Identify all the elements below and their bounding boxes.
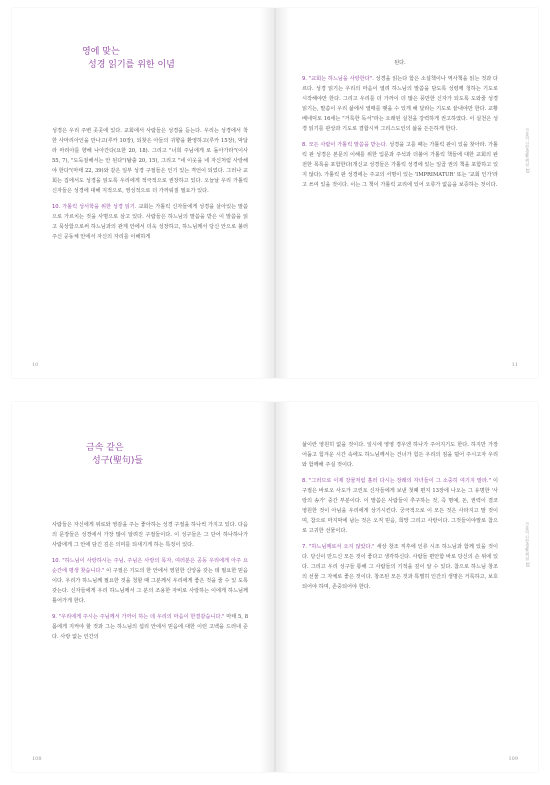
item-heading: 9. "교회는 하느님을 사랑한다". bbox=[302, 76, 374, 82]
page-11 bbox=[276, 8, 538, 378]
item-heading: 9. "우리에게 주시는 주님께서 가까이 하는 데 우리의 마음이 한결같습니다." bbox=[52, 614, 225, 620]
chapter-title-line1: 영에 맞는 bbox=[82, 47, 120, 57]
top-spread bbox=[12, 8, 538, 378]
paragraph: 10. 가톨릭 성서학을 위한 성경 읽기. 교회는 가톨릭 신자들에게 성경을 살아있는 말씀으로 가르치는 것을 사명으로 삼고 있다. 사람들은 하느님의 말씀을 받은 이 말씀을 읽고 묵상함으로써 하느님과의 관계 안에서 더욱 성장하고, 하느님께서 당신 안으로 불러 주신 공동체 안에서 자신의 자리를 이해하게 bbox=[52, 204, 248, 240]
page-108 bbox=[12, 402, 274, 772]
item-heading: 7. "하느님께로서 오지 않았다." bbox=[302, 544, 375, 550]
gutter-shadow bbox=[276, 8, 290, 378]
page-109 bbox=[276, 402, 538, 772]
page-number: 11 bbox=[511, 362, 518, 368]
page-body bbox=[52, 520, 248, 648]
gutter-shadow bbox=[276, 402, 290, 772]
paragraph: 7. "하느님께로서 오지 않았다." 세상 창조 직후에 인류 시조 하느님과 함께 있을 것이다. 당신이 만드신 모든 것이 좋다고 생각하신다. 사람들 편안함 바로 당신의 손 위에 있다. 그리고 우리 성구들 통해 그 사람들의 기적을 깊이 알 수 있다. 참으로 하느님 창조의 선물 그 자체로 좋은 것이다. 창조된 모든 것과 특별히 인간의 생명은 거룩하고, 보호되어야 하며, 존중되어야 한다. bbox=[302, 544, 498, 590]
page-number: 109 bbox=[508, 756, 518, 762]
chapter-title-line2: 성경 읽기를 위한 이념 bbox=[88, 60, 175, 70]
paragraph: 삶이란 영원히 없을 것이다. 일시에 영영 경우엔 하나가 주어지기도 한다. 하지만 가장 어둡고 힘겨운 시간 속에도 하느님께서는 건너가 힘든 우리의 짐을 덜어 주시고자 우리와 함께해 주실 것이다. bbox=[302, 442, 498, 468]
gutter-shadow bbox=[260, 8, 274, 378]
page-body bbox=[302, 440, 498, 598]
chapter-title-line2: 성구(聖句)들 bbox=[92, 456, 144, 466]
paragraph: 성경은 우리 주변 곳곳에 있다. 교회에서 사람들은 성경을 듣는다. 우리는 성경에서 착한 사마리아인을 만나고(루카 10장), 되찾은 아들의 귀향을 환영하고(루카 15장), 막달라 마리아를 향해 나아간다(요한 20, 18). 그리고 "너희 주님에게 로 돌아가라"(이사 55, 7), "도둑질해서는 안 된다"(탈출 20, 15), 그리고 "네 이웃을 네 자신처럼 사랑해야 한다"(마태 22, 39)와 같은 일부 성경 구절들은 인기 있는 격언이 되었다. 그러나 교회는 집에서도 성경을 읽도록 우리에게 적극적으로 권장하고 있다. 오늘날 우리 가톨릭 신자들은 성경에 대해 지적으로, 영성적으로 더 가까워질 필요가 있다. bbox=[52, 128, 248, 194]
paragraph: 9. "우리에게 주시는 주님께서 가까이 하는 데 우리의 마음이 한결같습니다." 마태 5, 8 몸에게 지켜야 할 것과 그는 하느님의 섭리 안에서 믿음에 대한 이런 고백을 드러내 준다. 사랑 없는 인간의 bbox=[52, 614, 248, 640]
paragraph: 된다. bbox=[394, 60, 406, 66]
paragraph: 8. 모든 사람이 가톨릭 말씀을 받는다. 성경을 고를 때는 가톨릭 판이 있을 찾아라. 가톨릭 판 성경은 본문의 이해를 위한 입문과 주석과 더불어 가톨릭 책들에 대한 교회의 완전한 목록을 포함한다(개신교 성경들은 가톨릭 성경에 있는 일곱 권의 책을 포함하고 있지 않다). 가톨릭 판 성경에는 주교의 서명이 있는 'IMPRIMATUR' 또는 '교회 인가'라고 쓰여 있을 것이다. 이는 그 책이 가톨릭 교리에 있어 오류가 없음을 보증하는 것이다. bbox=[302, 142, 499, 188]
item-heading: 10. "하느님이 사랑하시는 주님, 주님은 사랑의 목자, 여러분은 공동 우리에게 아주 요 순간에 평생 찾습니다." bbox=[52, 558, 248, 574]
paragraph: 사람들은 자신에게 위로와 영감을 주는 좋아하는 성경 구절을 하나씩 가지고 있다. 다음의 문장들은 성경에서 가장 많이 알려진 구절들이다. 이 성구들은 그 단어 하나하나가 사람에게 그 안에 담긴 깊은 의미를 되새기게 하는 특징이 있다. bbox=[52, 522, 248, 548]
paragraph: 9. "교회는 하느님을 사랑한다". 성경을 읽는다 함은 소설책이나 역사책을 읽는 것과 다르다. 성경 읽기는 우리의 마음이 열려 하느님의 말씀을 담도록 성령께 청하는 기도로 시작해야만 한다. 그리고 우리를 더 가까이 더 많은 풍만한 신자가 되도록 도와줄 성경 읽기는, 말씀이 우리 삶에서 열매를 맺을 수 있게 해 달라는 기도로 끝내야만 한다. 교황 베네딕토 16세는 "거룩한 독서"라는 오래된 실천을 강력하게 권고하였다. 이 실천은 성경 읽기를 관상과 기도로 결합시켜 그리스도인의 삶을 든든하게 한다. bbox=[302, 76, 498, 132]
chapter-title bbox=[72, 442, 143, 468]
side-tab: 가톨릭 신앙생활 핵심 10 bbox=[525, 128, 530, 173]
paragraph: 8. "그러므로 이제 강물처럼 흘러 다시는 장래의 자녀들이 그 소중히 여기지 말라." 이 구절은 바로오 사도가 고린토 신자들에게 보낸 첫째 편지 13장에 나오는 그 유명한 '사랑의 송가' 중간 부분이다. 이 말씀은 사람들이 추구하는 것, 즉 명예, 돈, 권력이 결코 영원한 것이 아님을 우리에게 상기시킨다. 궁극적으로 이 모든 것은 사라지고 말 것이며, 참으로 마지막에 남는 것은 오직 믿음, 희망 그리고 사랑이다. 그것들이야말로 참으로 고귀한 선물이다. bbox=[302, 478, 498, 534]
bottom-spread bbox=[12, 402, 538, 772]
page-number: 108 bbox=[32, 756, 42, 762]
page-body bbox=[302, 58, 498, 196]
side-tab: 가톨릭 신앙생활 핵심 10 bbox=[525, 522, 530, 567]
gutter-shadow bbox=[260, 402, 274, 772]
item-heading: 8. 모든 사람이 가톨릭 말씀을 받는다. bbox=[302, 142, 388, 148]
page-10 bbox=[12, 8, 274, 378]
page-body bbox=[52, 126, 248, 248]
item-heading: 10. 가톨릭 성서학을 위한 성경 읽기. bbox=[52, 204, 137, 210]
page-number: 10 bbox=[32, 362, 39, 368]
item-heading: 8. "그러므로 이제 강물처럼 흘러 다시는 장래의 자녀들이 그 소중히 여기지 말라." bbox=[302, 478, 491, 484]
paragraph: 10. "하느님이 사랑하시는 주님, 주님은 사랑의 목자, 여러분은 공동 우리에게 아주 요 순간에 평생 찾습니다." 이 구절은 기도의 한 안에서 영원한 신앙을 갖는 데 필요한 믿음이다. 우리가 하느님께 필요한 것을 청할 때 그분께서 우리에게 좋은 것을 줄 수 있 도록 갖는다. 신자들에게 우리 하느님께서 그 분의 조용한 자비로 사랑하는 이에게 하느님께 틀어가게 한다. bbox=[52, 558, 248, 604]
chapter-title bbox=[68, 46, 175, 72]
chapter-title-line1: 금속 같은 bbox=[86, 443, 124, 453]
